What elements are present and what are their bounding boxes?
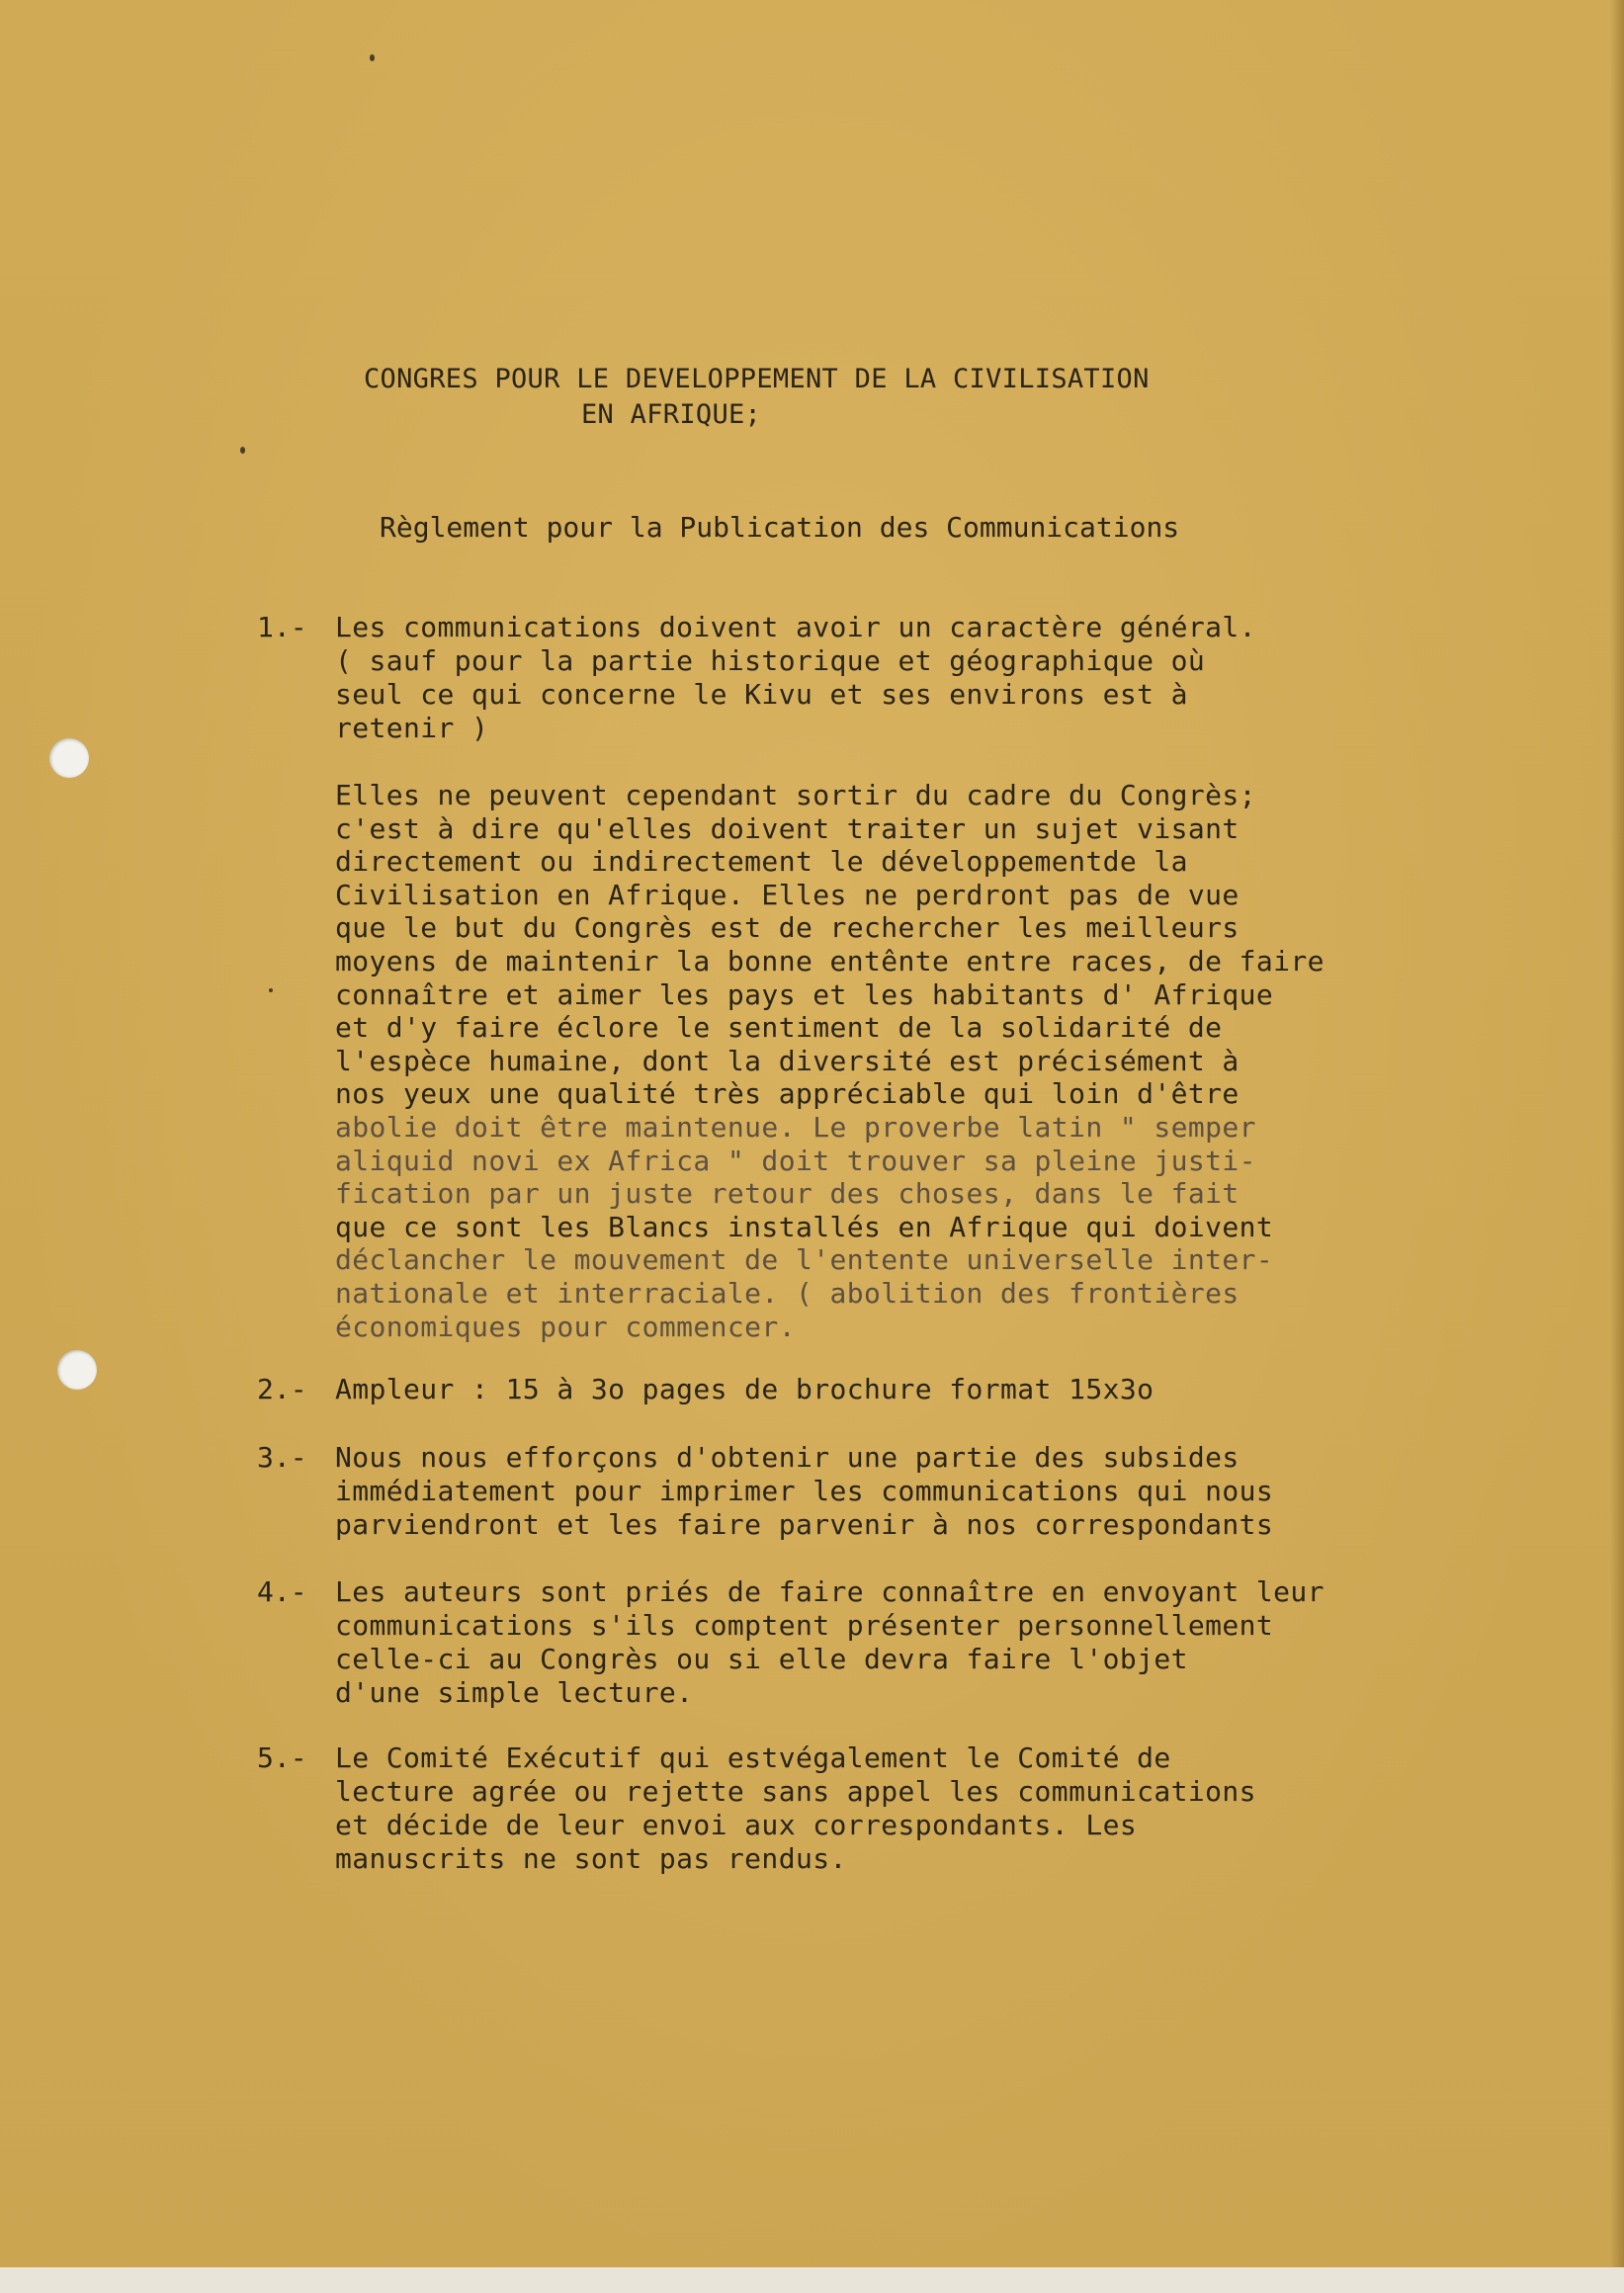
- text-line: lecture agrée ou rejette sans appel les communications: [335, 1775, 1256, 1808]
- ink-speck: [269, 988, 273, 992]
- paper-edge-shadow: [1610, 0, 1624, 2293]
- text-line: abolie doit être maintenue. Le proverbe latin " semper: [335, 1110, 1256, 1144]
- punch-hole-bottom: [57, 1350, 97, 1390]
- ink-speck: [370, 54, 375, 61]
- text-line: connaître et aimer les pays et les habitants d' Afrique: [335, 977, 1274, 1011]
- text-line: Civilisation en Afrique. Elles ne perdront pas de vue: [335, 878, 1239, 911]
- text-line: Les auteurs sont priés de faire connaître en envoyant leur: [335, 1575, 1325, 1608]
- item-4-text: [335, 1575, 1516, 1710]
- text-line: ( sauf pour la partie historique et géographique où: [335, 644, 1206, 677]
- text-line: l'espèce humaine, dont la diversité est précisément à: [335, 1044, 1239, 1077]
- item-1-paragraph-2: [335, 779, 1516, 1343]
- title-line-1: CONGRES POUR LE DEVELOPPEMENT DE LA CIVILISATION: [364, 364, 1150, 394]
- scan-bottom-margin: [0, 2267, 1624, 2293]
- text-line: immédiatement pour imprimer les communications qui nous: [335, 1475, 1274, 1507]
- text-line: Elles ne peuvent cependant sortir du cadre du Congrès;: [335, 779, 1256, 811]
- text-line: parviendront et les faire parvenir à nos correspondants: [335, 1508, 1274, 1541]
- text-line: que le but du Congrès est de rechercher les meilleurs: [335, 911, 1239, 945]
- text-line: c'est à dire qu'elles doivent traiter un sujet visant: [335, 811, 1239, 845]
- text-line: nationale et interraciale. ( abolition des frontières: [335, 1276, 1239, 1310]
- text-line: Ampleur : 15 à 3o pages de brochure format 15x3o: [335, 1373, 1154, 1405]
- document-title: [364, 362, 1352, 433]
- item-3-text: [335, 1441, 1516, 1542]
- document-subtitle: Règlement pour la Publication des Communications: [380, 511, 1180, 544]
- item-number-5: 5.-: [257, 1741, 307, 1774]
- text-line: seul ce qui concerne le Kivu et ses environs est à: [335, 678, 1188, 711]
- text-line: Les communications doivent avoir un caractère général.: [335, 611, 1256, 643]
- punch-hole-top: [49, 738, 89, 778]
- text-line: que ce sont les Blancs installés en Afrique qui doivent: [335, 1210, 1274, 1243]
- text-line: nos yeux une qualité très appréciable qui loin d'être: [335, 1077, 1239, 1111]
- item-number-1: 1.-: [257, 611, 307, 643]
- text-line: et d'y faire éclore le sentiment de la solidarité de: [335, 1011, 1223, 1045]
- text-line: aliquid novi ex Africa " doit trouver sa pleine justi-: [335, 1144, 1256, 1177]
- text-line: Nous nous efforçons d'obtenir une partie des subsides: [335, 1441, 1239, 1474]
- text-line: d'une simple lecture.: [335, 1676, 694, 1709]
- text-line: communications s'ils comptent présenter personnellement: [335, 1609, 1274, 1642]
- title-line-2: EN AFRIQUE;: [581, 399, 762, 430]
- text-line: Le Comité Exécutif qui estvégalement le Comité de: [335, 1741, 1171, 1774]
- text-line: retenir ): [335, 712, 489, 744]
- item-number-4: 4.-: [257, 1575, 307, 1608]
- text-line: économiques pour commencer.: [335, 1310, 796, 1343]
- text-line: déclancher le mouvement de l'entente universelle inter-: [335, 1243, 1274, 1277]
- ink-speck: [240, 447, 245, 454]
- text-line: celle-ci au Congrès ou si elle devra faire l'objet: [335, 1643, 1188, 1675]
- text-line: manuscrits ne sont pas rendus.: [335, 1842, 847, 1875]
- text-line: et décide de leur envoi aux correspondants. Les: [335, 1809, 1138, 1841]
- item-number-2: 2.-: [257, 1373, 307, 1405]
- item-2-text: [335, 1373, 1516, 1406]
- text-line: fication par un juste retour des choses, dans le fait: [335, 1177, 1239, 1211]
- text-line: moyens de maintenir la bonne entênte entre races, de faire: [335, 944, 1325, 977]
- item-1-text: [335, 611, 1516, 745]
- text-line: directement ou indirectement le développementde la: [335, 845, 1188, 879]
- item-number-3: 3.-: [257, 1441, 307, 1474]
- item-5-text: [335, 1741, 1516, 1876]
